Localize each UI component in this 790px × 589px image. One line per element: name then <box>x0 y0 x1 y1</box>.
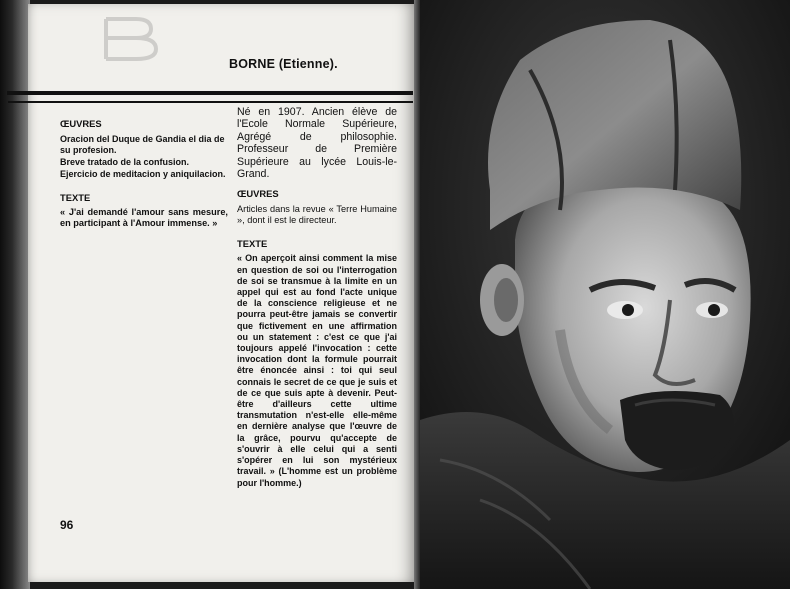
work-item: Breve tratado de la confusion. <box>60 156 190 167</box>
bleed-through-letter <box>76 14 186 64</box>
texte-body: « On aperçoit ainsi comment la mise en question de soi ou l'interrogation de soi se transmue à la limite en un appel qui est au fond l'acte unique de la conscience religieuse et ne pourra peut-être jamais se convertir que fictivement en une affirmation ou un statement : c'est ce que j'ai toujours appelé l'invocation : cette invocation dont la formule pourrait être énoncée ainsi : toi qui seul connais le secret de ce que je suis et de ce que suis apte à devenir. Peut-être d'ailleurs cette ultime transmutation n'est-elle elle-même en dernière analyse que l'œuvre de la grâce, pourvu qu'accepte de s'ouvrir à elle celui qui a senti s'opérer en lui son mystérieux travail. » (L'homme est un problème pour l'homme.) <box>237 253 397 488</box>
texte-title: TEXTE <box>60 191 91 203</box>
right-page-photo <box>420 0 790 589</box>
heading-rule-thick <box>7 91 413 95</box>
texte-title-2: TEXTE <box>237 237 268 249</box>
page-number: 96 <box>60 518 74 532</box>
portrait-photo <box>420 0 790 589</box>
oeuvres-text: Articles dans la revue « Terre Humaine », dont il est le directeur. <box>237 203 397 225</box>
works-list <box>60 134 228 180</box>
work-item: Ejercicio de meditacion y aniquilacion. <box>60 168 226 179</box>
oeuvres-title-2: ŒUVRES <box>237 188 279 200</box>
page-heading: BORNE (Etienne). <box>229 57 338 71</box>
oeuvres-title: ŒUVRES <box>60 118 102 129</box>
book-edge <box>0 0 30 589</box>
quote-text: « J'ai demandé l'amour sans mesure, en participant à l'Amour immense. » <box>60 207 228 228</box>
work-item: Oracion del Duque de Gandia el dia de su profesion. <box>60 133 225 155</box>
bio-text: Né en 1907. Ancien élève de l'Ecole Normale Supérieure, Agrégé de philosophie. Professeur de Première Supérieure au lycée Louis-le-Grand. <box>237 106 397 181</box>
heading-rule-thin <box>8 101 413 103</box>
right-column <box>237 106 397 489</box>
left-column <box>60 118 228 229</box>
